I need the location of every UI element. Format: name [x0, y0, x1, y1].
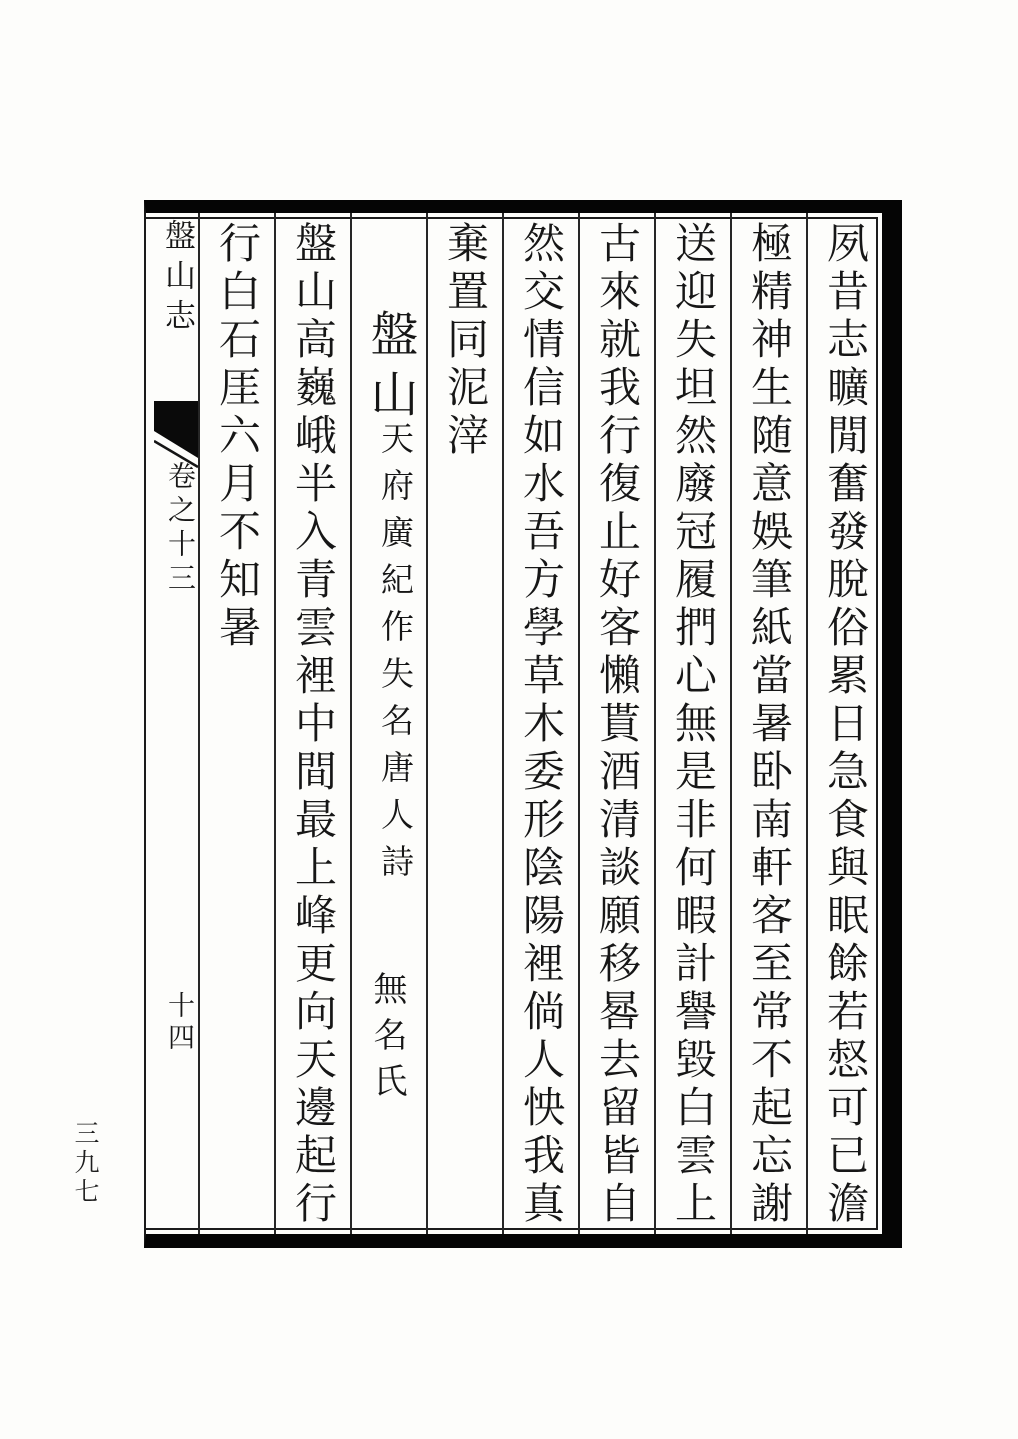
spine-margin-column	[154, 213, 198, 1234]
text-column-1	[806, 213, 882, 1234]
column-text: 送迎失坦然廢冠履捫心無是非何暇計譽毀白雲上	[669, 221, 718, 1229]
book-title: 盤山志	[159, 219, 195, 339]
column-text: 夙昔志曠閒奮發脫俗累日急食與眠餘若惄可已澹	[821, 221, 870, 1229]
poem-author: 無名氏	[367, 971, 407, 1109]
leaf-number: 十四	[163, 991, 194, 1055]
poem-heading-column	[350, 213, 426, 1234]
column-text: 棄置同泥滓	[441, 221, 490, 461]
column-text: 古來就我行復止好客懶貰酒清談願移晷去留皆自	[593, 221, 642, 1229]
poem-source-annotation: 天府廣紀作失名唐人詩	[376, 421, 415, 891]
text-columns	[146, 213, 882, 1234]
text-frame-border	[144, 200, 902, 1248]
column-text: 極精神生随意娛筆紙當暑卧南軒客至常不起忘謝	[745, 221, 794, 1229]
column-text: 然交情信如水吾方學草木委形陰陽裡倘人怏我真	[517, 221, 566, 1229]
column-text: 行白石厓六月不知暑	[213, 221, 262, 653]
text-column-3	[654, 213, 730, 1234]
page-number: 三九七	[71, 1120, 100, 1207]
poem-title: 盤山	[362, 309, 418, 429]
text-column-2	[730, 213, 806, 1234]
text-column-6	[426, 213, 502, 1234]
text-column-4	[578, 213, 654, 1234]
poem-line-column-1	[274, 213, 350, 1234]
poem-line-column-2	[198, 213, 274, 1234]
volume-label: 卷之十三	[164, 461, 197, 597]
text-column-5	[502, 213, 578, 1234]
column-text: 盤山高巍峨半入青雲裡中間最上峰更向天邊起行	[289, 221, 338, 1229]
